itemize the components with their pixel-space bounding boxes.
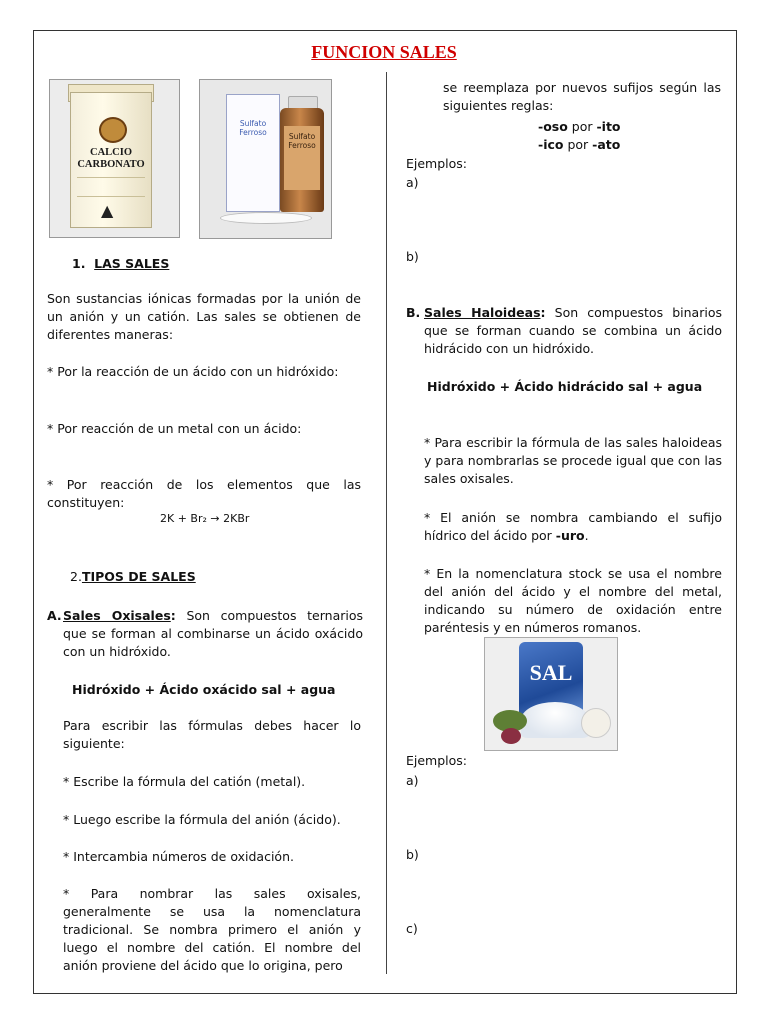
haloideas-heading: Sales Haloideas (424, 305, 541, 320)
rules-intro: se reemplaza por nuevos sufijos según las siguientes reglas: (443, 80, 721, 113)
step-cation: * Escribe la fórmula del catión (metal). (63, 774, 306, 789)
step-anion: * Luego escribe la fórmula del anión (ácido). (63, 812, 341, 827)
bullet-elements: * Por reacción de los elementos que las constituyen: (47, 477, 361, 510)
example-b-1: b) (406, 249, 419, 264)
example-a-2: a) (406, 773, 419, 788)
equation: 2K + Br₂ → 2KBr (160, 512, 250, 525)
bullet-acid-hydroxide: * Por la reacción de un ácido con un hidróxido: (47, 364, 339, 379)
note-stock: * En la nomenclatura stock se usa el nombre del anión del ácido y el nombre del metal, indicando su número de oxidación entre paréntesis y en números romanos. (424, 566, 722, 635)
section1-heading: 1. LAS SALES (72, 256, 170, 271)
section1-paragraph: Son sustancias iónicas formadas por la unión de un anión y un catión. Las sales se obtienen de diferentes maneras: (47, 291, 361, 342)
oxisales-intro: Para escribir las fórmulas debes hacer lo siguiente: (63, 718, 361, 751)
oxisales-heading: Sales Oxisales (63, 608, 171, 623)
section2-heading: 2.TIPOS DE SALES (70, 569, 196, 584)
note-anion-uro: * El anión se nombra cambiando el sufijo hídrico del ácido por -uro. (424, 510, 722, 543)
ejemplos-label-2: Ejemplos: (406, 753, 468, 768)
rule-oso-ito: -oso por -ito (538, 119, 621, 134)
example-a-1: a) (406, 175, 419, 190)
calcio-carbonato-image (49, 79, 180, 238)
calcio-box-text: CALCIO CARBONATO (77, 147, 145, 170)
crest-icon (99, 117, 127, 143)
haloideas-formula: Hidróxido + Ácido hidrácido sal + agua (427, 379, 703, 394)
example-c-2: c) (406, 921, 418, 936)
note-haloideas-formula: * Para escribir la fórmula de las sales haloideas y para nombrarlas se procede igual que con las sales oxisales. (424, 435, 722, 486)
step-naming: * Para nombrar las sales oxisales, generalmente se usa la nomenclatura tradicional. Se nombra primero el anión y luego el nombre del catión. El nombre del anión proviene del ácido que lo origina, pero (63, 886, 361, 973)
example-b-2: b) (406, 847, 419, 862)
sal-image (484, 637, 618, 751)
sulfato-bottle-label: Sulfato Ferroso (284, 126, 320, 190)
rule-ico-ato: -ico por -ato (538, 137, 621, 152)
ejemplos-label-1: Ejemplos: (406, 156, 468, 171)
haloideas-block: B. Sales Haloideas: Son compuestos binarios que se forman cuando se combina un ácido hidrácido con un hidróxido. (406, 305, 722, 356)
haloideas-text: Son compuestos binarios que se forman cuando se combina un ácido hidrácido con un hidróxido. (424, 305, 722, 356)
column-divider (386, 72, 387, 974)
sulfato-ferroso-image (199, 79, 332, 239)
oxisales-formula: Hidróxido + Ácido oxácido sal + agua (72, 682, 336, 697)
sulfato-box-label: Sulfato Ferroso (239, 119, 267, 137)
bullet-metal-acid: * Por reacción de un metal con un ácido: (47, 421, 302, 436)
oxisales-text: Son compuestos ternarios que se forman al combinarse un ácido oxácido con un hidróxido. (63, 608, 364, 659)
oxisales-block: A. Sales Oxisales: Son compuestos ternarios que se forman al combinarse un ácido oxácido con un hidróxido. (47, 608, 364, 659)
oxisales-letter: A. (47, 608, 62, 623)
sal-bag-text: SAL (529, 660, 573, 685)
logo-icon: ▲ (101, 201, 114, 220)
haloideas-letter: B. (406, 305, 421, 320)
page-title: FUNCION SALES (311, 42, 457, 62)
step-oxidation: * Intercambia números de oxidación. (63, 849, 294, 864)
